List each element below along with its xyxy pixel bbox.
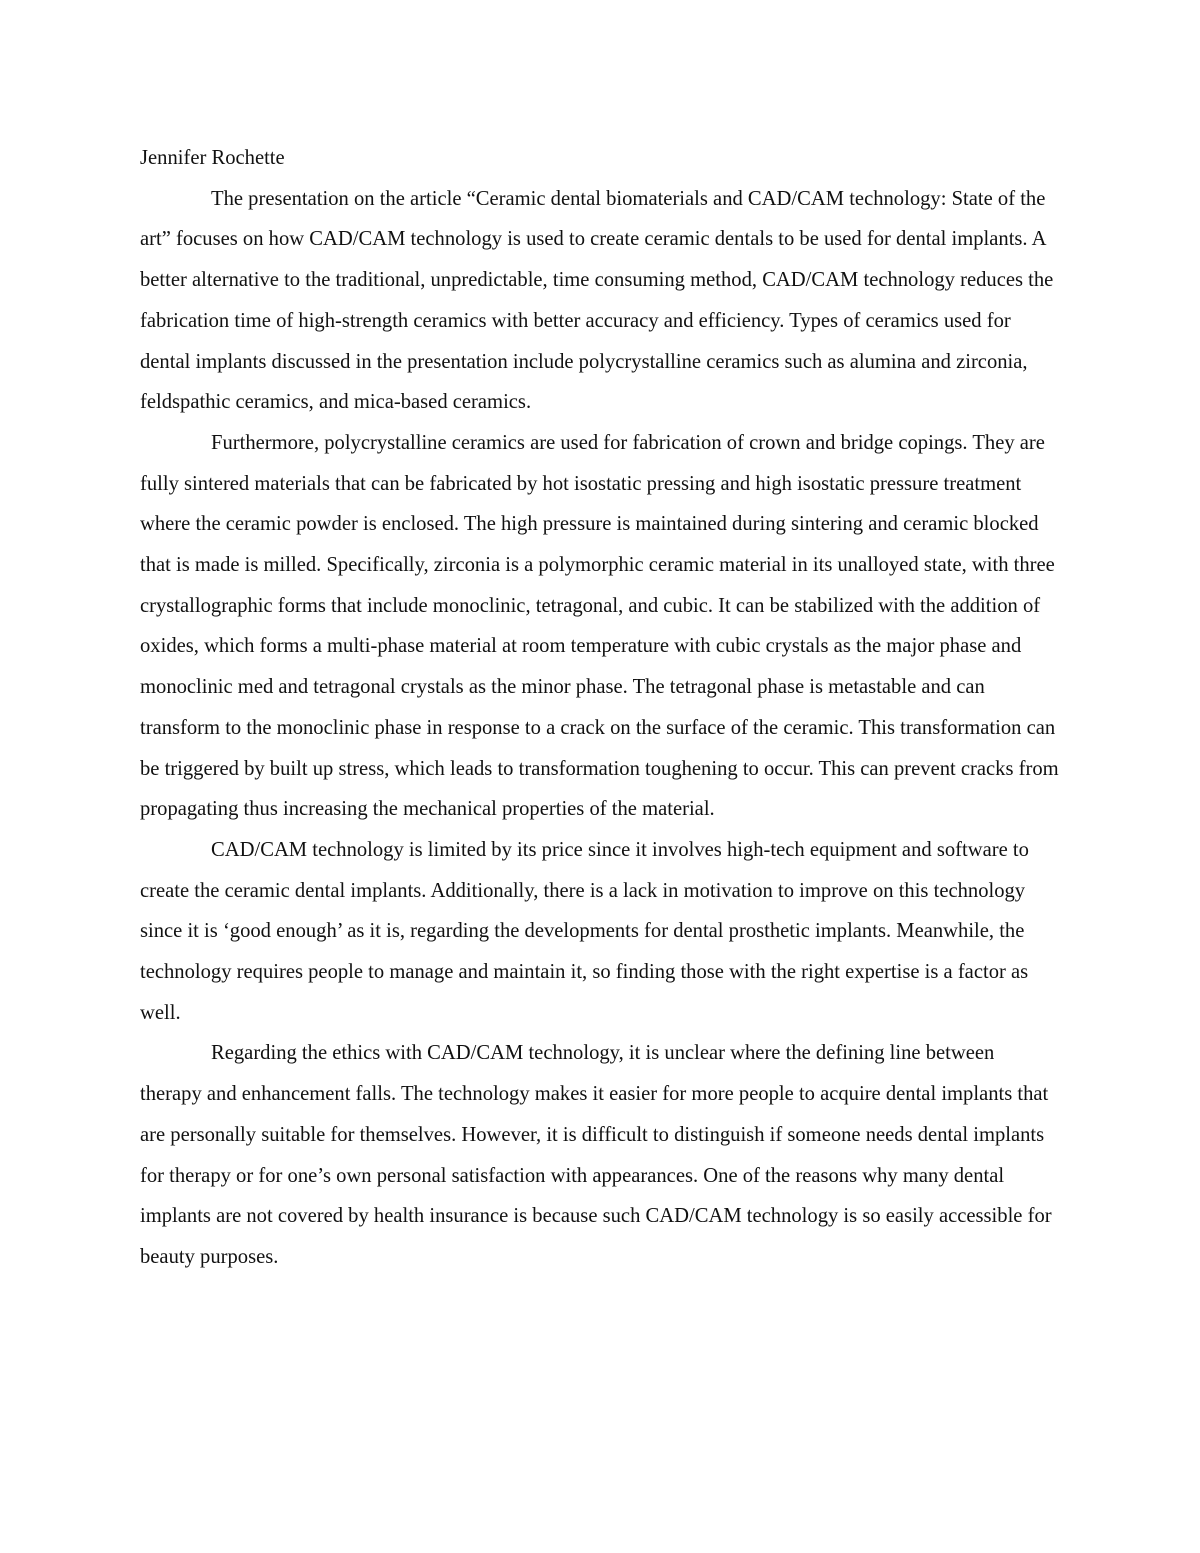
paragraph-presentation-summary: The presentation on the article “Ceramic dental biomaterials and CAD/CAM technology: State of the art” focuses on how CAD/CAM technology is used to create ceramic dentals to be used for dental implants. A better alternative to the traditional, unpredictable, time consuming method, CAD/CAM technology reduces the fabrication time of high-strength ceramics with better accuracy and efficiency. Types of ceramics used for dental implants discussed in the presentation include polycrystalline ceramics such as alumina and zirconia, feldspathic ceramics, and mica-based ceramics. bbox=[140, 187, 1054, 414]
paragraph-ethics: Regarding the ethics with CAD/CAM technology, it is unclear where the defining line between therapy and enhancement falls. The technology makes it easier for more people to acquire dental implants that are personally suitable for themselves. However, it is difficult to distinguish if someone needs dental implants for therapy or for one’s own personal satisfaction with appearances. One of the reasons why many dental implants are not covered by health insurance is because such CAD/CAM technology is so easily accessible for beauty purposes. bbox=[140, 1042, 1052, 1268]
paragraph-technology-limitations: CAD/CAM technology is limited by its price since it involves high-tech equipment and software to create the ceramic dental implants. Additionally, there is a lack in motivation to improve on this technology since it is ‘good enough’ as it is, regarding the developments for dental prosthetic implants. Meanwhile, the technology requires people to manage and maintain it, so finding those with the right expertise is a factor as well. bbox=[140, 838, 1029, 1024]
author-name: Jennifer Rochette bbox=[140, 147, 285, 169]
paragraph-polycrystalline-ceramics: Furthermore, polycrystalline ceramics are used for fabrication of crown and bridge copings. They are fully sintered materials that can be fabricated by hot isostatic pressing and high isostatic pressure treatment where the ceramic powder is enclosed. The high pressure is maintained during sintering and ceramic blocked that is made is milled. Specifically, zirconia is a polymorphic ceramic material in its unalloyed state, with three crystallographic forms that include monoclinic, tetragonal, and cubic. It can be stabilized with the addition of oxides, which forms a multi-phase material at room temperature with cubic crystals as the major phase and monoclinic med and tetragonal crystals as the minor phase. The tetragonal phase is metastable and can transform to the monoclinic phase in response to a crack on the surface of the ceramic. This transformation can be triggered by built up stress, which leads to transformation toughening to occur. This can prevent cracks from propagating thus increasing the mechanical properties of the material. bbox=[140, 431, 1059, 821]
document-body bbox=[140, 138, 1060, 1278]
